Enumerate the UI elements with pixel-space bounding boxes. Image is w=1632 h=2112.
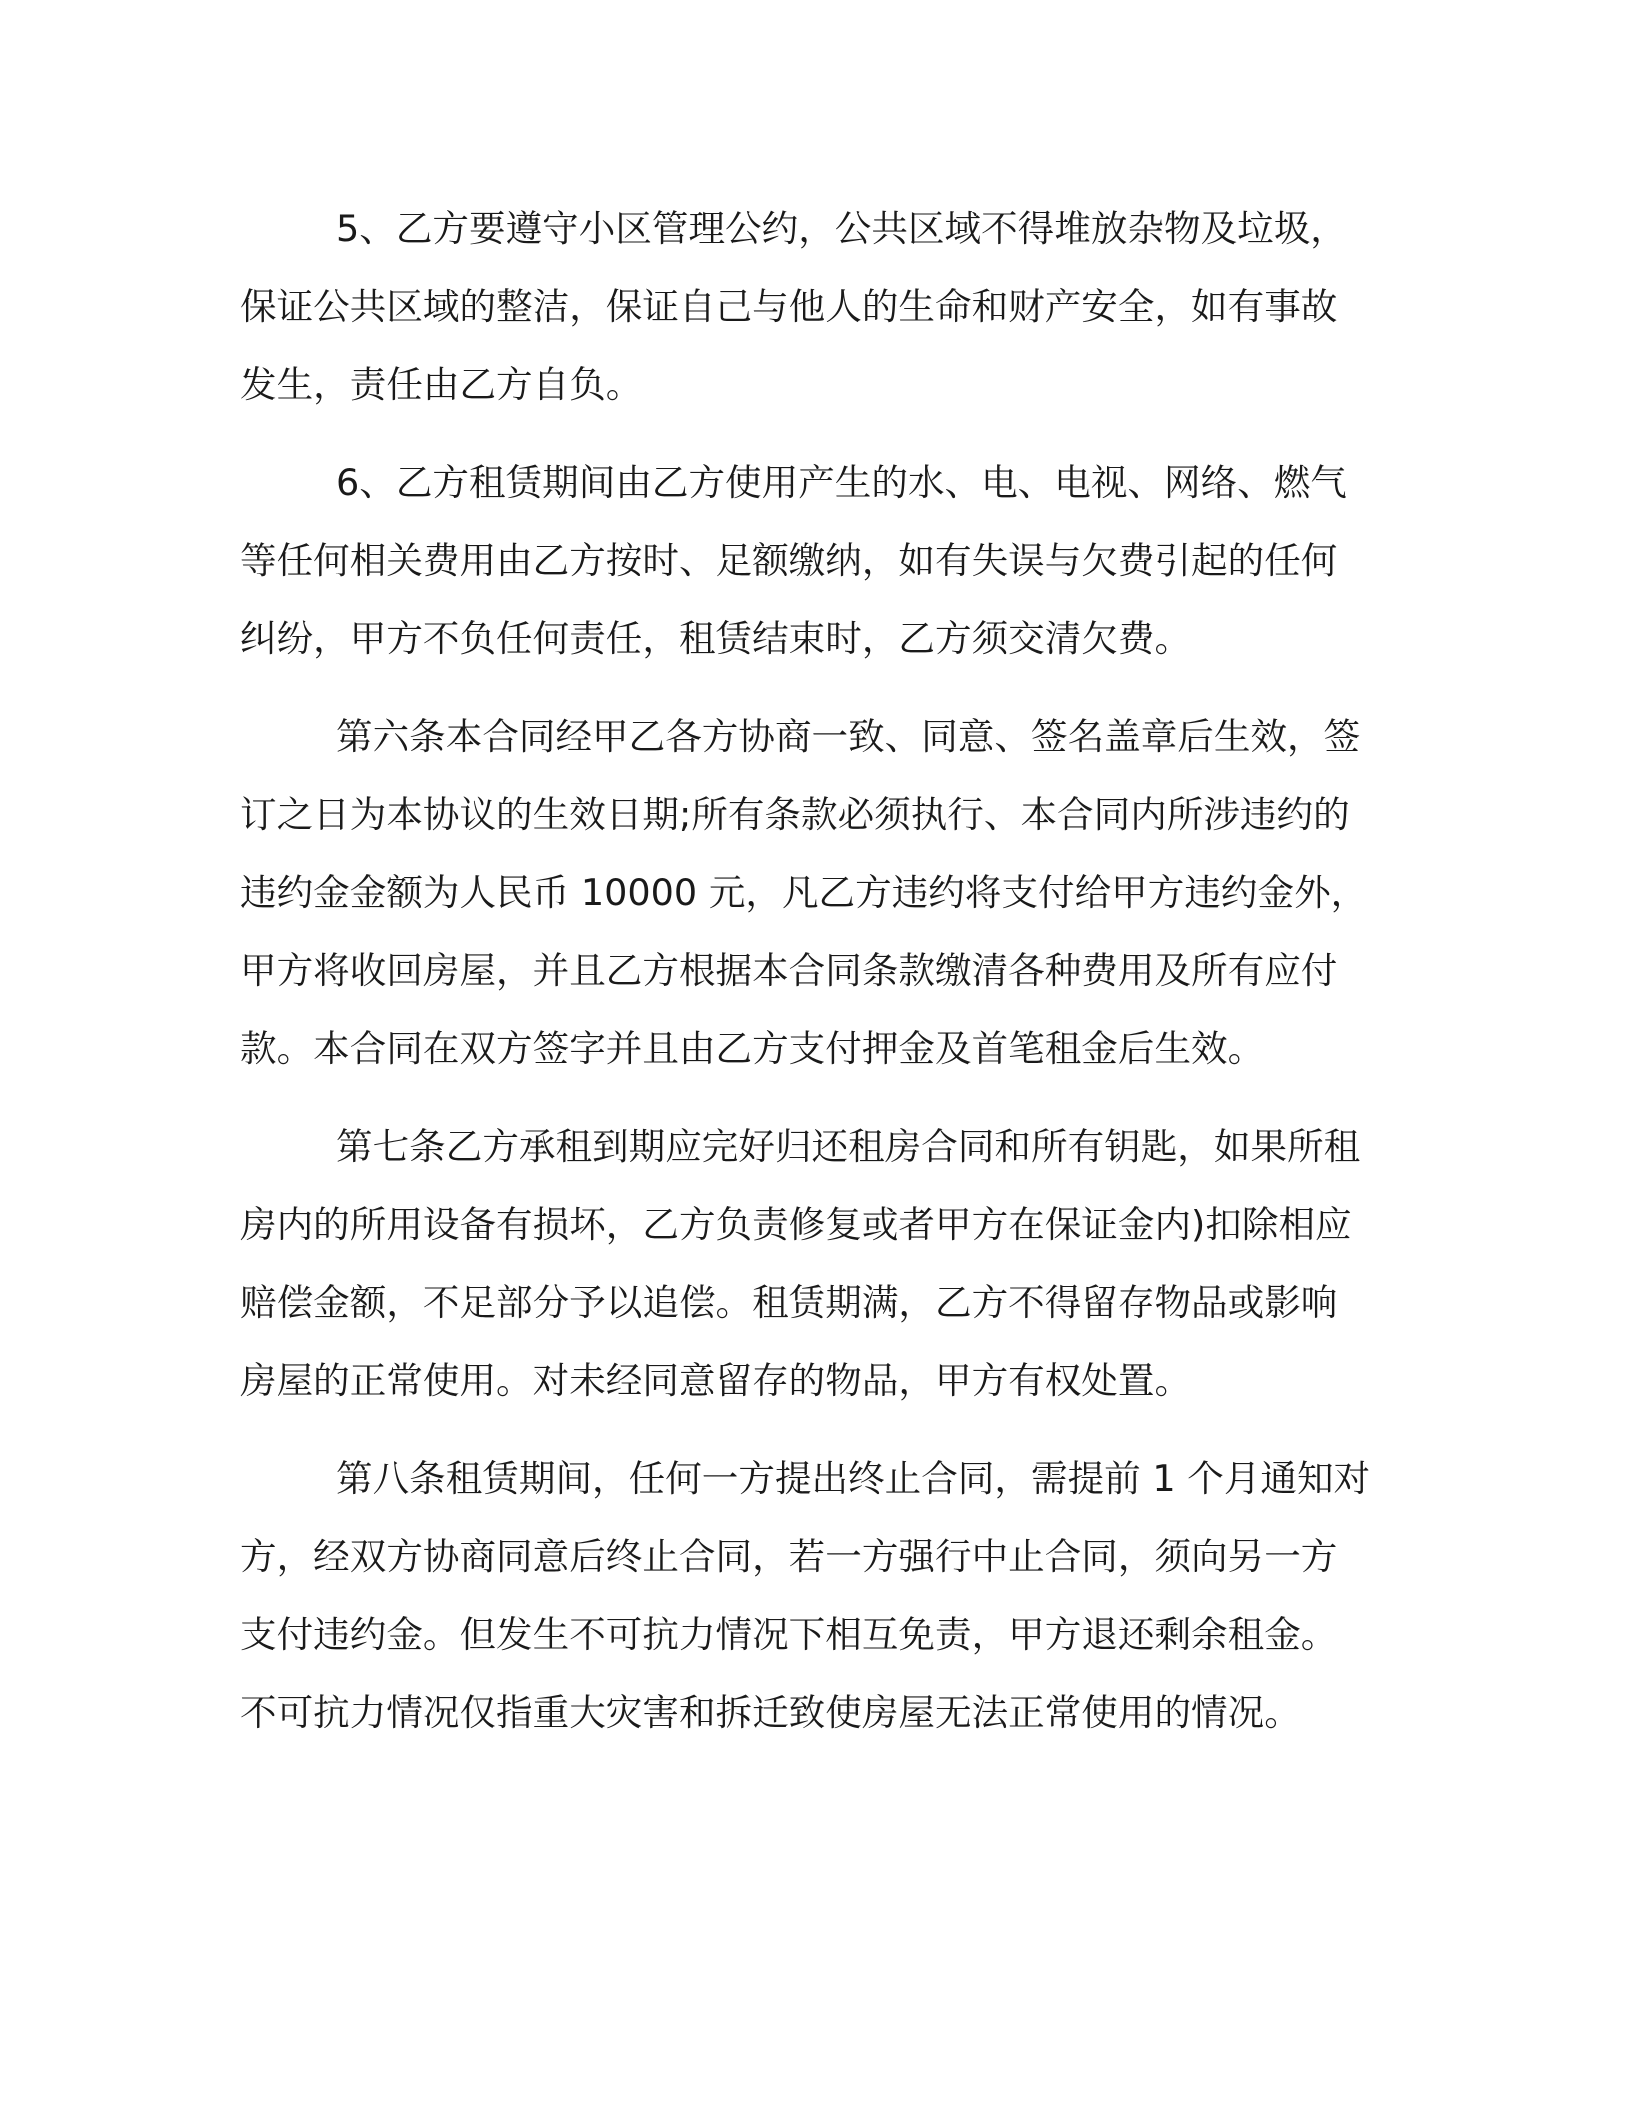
article-6-paragraph <box>240 698 1382 1088</box>
text-line: 发生，责任由乙方自负。 <box>240 363 643 406</box>
document-body <box>240 190 1382 1772</box>
text-line: 第八条租赁期间，任何一方提出终止合同，需提前 1 个月通知对 <box>336 1457 1371 1500</box>
text-line: 5、乙方要遵守小区管理公约，公共区域不得堆放杂物及垃圾， <box>336 207 1347 250</box>
text-line: 款。本合同在双方签字并且由乙方支付押金及首笔租金后生效。 <box>240 1027 1265 1070</box>
clause-6-paragraph <box>240 444 1382 678</box>
text-line: 保证公共区域的整洁，保证自己与他人的生命和财产安全，如有事故 <box>240 285 1338 328</box>
article-7-paragraph <box>240 1108 1382 1420</box>
clause-5-paragraph <box>240 190 1382 424</box>
text-line: 违约金金额为人民币 10000 元，凡乙方违约将支付给甲方违约金外， <box>240 871 1368 914</box>
text-line: 甲方将收回房屋，并且乙方根据本合同条款缴清各种费用及所有应付 <box>240 949 1338 992</box>
text-line: 第七条乙方承租到期应完好归还租房合同和所有钥匙，如果所租 <box>336 1125 1361 1168</box>
text-line: 赔偿金额，不足部分予以追偿。租赁期满，乙方不得留存物品或影响 <box>240 1281 1338 1324</box>
text-line: 不可抗力情况仅指重大灾害和拆迁致使房屋无法正常使用的情况。 <box>240 1691 1301 1734</box>
text-line: 第六条本合同经甲乙各方协商一致、同意、签名盖章后生效，签 <box>336 715 1361 758</box>
text-line: 纠纷，甲方不负任何责任，租赁结束时，乙方须交清欠费。 <box>240 617 1192 660</box>
text-line: 等任何相关费用由乙方按时、足额缴纳，如有失误与欠费引起的任何 <box>240 539 1338 582</box>
text-line: 支付违约金。但发生不可抗力情况下相互免责，甲方退还剩余租金。 <box>240 1613 1338 1656</box>
text-line: 6、乙方租赁期间由乙方使用产生的水、电、电视、网络、燃气 <box>336 461 1347 504</box>
text-line: 方，经双方协商同意后终止合同，若一方强行中止合同，须向另一方 <box>240 1535 1338 1578</box>
article-8-paragraph <box>240 1440 1382 1752</box>
text-line: 房内的所用设备有损坏，乙方负责修复或者甲方在保证金内)扣除相应 <box>240 1203 1352 1246</box>
text-line: 订之日为本协议的生效日期;所有条款必须执行、本合同内所涉违约的 <box>240 793 1350 836</box>
text-line: 房屋的正常使用。对未经同意留存的物品，甲方有权处置。 <box>240 1359 1192 1402</box>
